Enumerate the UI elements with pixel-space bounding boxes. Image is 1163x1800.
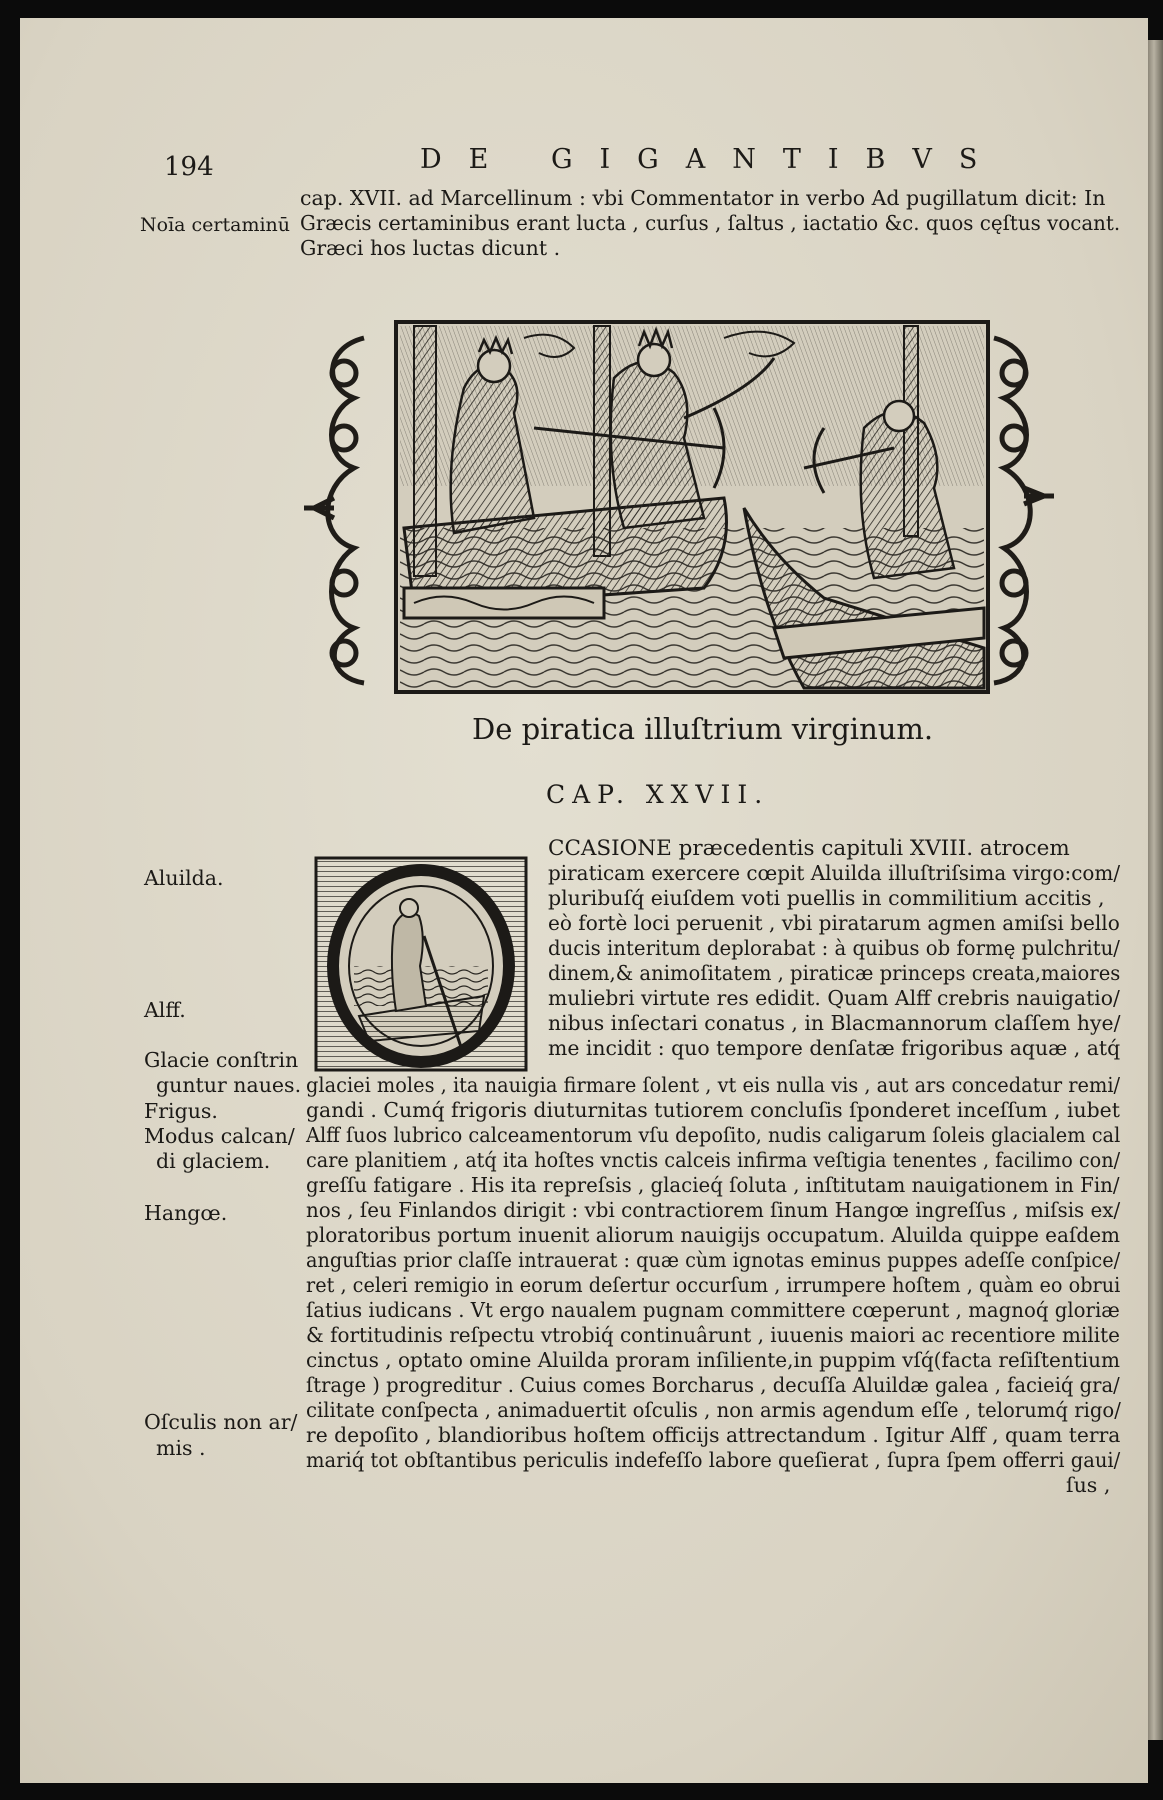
margin-note-osculis-2: mis . [156, 1436, 206, 1460]
body-line-12: Alff ſuos lubrico calceamentorum vſu depoſito, nudis caligarum ſoleis glacialem cal [306, 1123, 1121, 1147]
body-line-13: care planitiem , atq́ ita hoſtes vnctis calceis infirma veſtigia tenentes , facilimo con/ [306, 1148, 1121, 1172]
chapter-heading: CAP. XXVII. [546, 780, 770, 809]
top-line-1: cap. XVII. ad Marcellinum : vbi Commentator in verbo Ad pugillatum dicit: In [300, 186, 1106, 210]
body-line-20: & fortitudinis reſpectu vtrobiq́ continuârunt , iuuenis maiori ac recentiore milite [306, 1323, 1120, 1347]
body-line-8: nibus inſectari conatus , in Blacmannorum claſſem hye/ [548, 1011, 1121, 1035]
left-scroll-ornament [304, 338, 364, 683]
body-line-24: re depoſito , blandioribus hoſtem officijs attrectandum . Igitur Alff , quam terra [306, 1423, 1121, 1447]
body-line-4: eò fortè loci peruenit , vbi piratarum agmen amiſsi bello [548, 911, 1120, 935]
right-scroll-ornament [994, 338, 1054, 683]
body-line-14: greſſu fatigare . His ita repreſsis , glacieq́ ſoluta , inſtitutam nauigationem in Fin/ [306, 1173, 1120, 1197]
running-head: DE GIGANTIBVS [420, 144, 1005, 175]
margin-note-modus-1: Modus calcan/ [144, 1124, 295, 1148]
body-line-11: gandi . Cumq́ frigoris diuturnitas tutiorem concluſis ſponderet inceſſum , iubet [306, 1098, 1120, 1122]
margin-note-top: Noīa certaminū [140, 214, 291, 236]
body-line-9: me incidit : quo tempore denſatæ frigoribus aquæ , atq́ [548, 1036, 1121, 1060]
body-line-16: ploratoribus portum inuenit aliorum nauigijs occupatum. Aluilda quippe eaſdem [306, 1223, 1121, 1247]
body-line-15: nos , ſeu Finlandos dirigit : vbi contractiorem ſinum Hangœ ingreſſus , miſsis ex/ [306, 1198, 1121, 1222]
margin-note-glacie-1: Glacie conſtrin [144, 1048, 299, 1072]
decorated-initial-o-icon [314, 856, 528, 1072]
illustration-caption: De piratica illuſtrium virginum. [472, 712, 934, 746]
body-line-22: ſtrage ) progreditur . Cuius comes Borcharus , decuſſa Aluildæ galea , facieiq́ gra/ [306, 1373, 1120, 1397]
page-number: 194 [164, 152, 214, 182]
top-line-2: Græcis certaminibus erant lucta , curſus , ſaltus , iactatio &c. quos cęſtus vocant. [300, 211, 1121, 235]
margin-note-frigus: Frigus. [144, 1099, 218, 1123]
margin-note-glacie-2: guntur naues. [156, 1073, 302, 1097]
body-line-5: ducis interitum deplorabat : à quibus ob formę pulchritu/ [548, 936, 1120, 960]
margin-note-osculis-1: Oſculis non ar/ [144, 1410, 298, 1434]
body-line-6: dinem,& animoſitatem , piraticæ princeps creata,maiores [548, 961, 1121, 985]
body-line-1: CCASIONE præcedentis capituli XVIII. atrocem [548, 836, 1070, 861]
top-line-3: Græci hos luctas dicunt . [300, 236, 561, 260]
margin-note-modus-2: di glaciem. [156, 1149, 271, 1173]
body-line-23: cilitate conſpecta , animaduertit oſculis , non armis agendum eſſe , telorumq́ rigo/ [306, 1398, 1121, 1422]
body-line-18: ret , celeri remigio in eorum deſertur occurſum , irrumpere hoſtem , quàm eo obrui [306, 1273, 1121, 1297]
body-line-2: piraticam exercere cœpit Aluilda illuſtriſsima virgo:com/ [548, 861, 1121, 885]
naval-battle-woodcut-icon [304, 318, 1054, 698]
body-line-7: muliebri virtute res edidit. Quam Alff crebris nauigatio/ [548, 986, 1120, 1010]
margin-note-aluilda: Aluilda. [144, 866, 224, 890]
body-line-25: mariq́ tot obſtantibus periculis indefeſſo labore queſierat , ſupra ſpem offerri gaui/ [306, 1448, 1121, 1472]
body-line-26: ſus , [1066, 1473, 1111, 1497]
margin-note-alff: Alff. [144, 998, 186, 1022]
margin-note-hangoe: Hangœ. [144, 1201, 228, 1225]
body-line-10: glaciei moles , ita nauigia firmare ſolent , vt eis nulla vis , aut ars concedatur remi/ [306, 1073, 1121, 1097]
body-line-3: pluribuſq́ eiuſdem voti puellis in commilitium accitis , [548, 886, 1105, 910]
body-line-17: anguſtias prior claſſe intrauerat : quæ cùm ignotas eminus puppes adeſſe conſpice/ [306, 1248, 1121, 1272]
body-line-19: ſatius iudicans . Vt ergo naualem pugnam committere cœperunt , magnoq́ gloriæ [306, 1298, 1120, 1322]
body-line-21: cinctus , optato omine Aluilda proram inſiliente,in puppim vſq́(facta reſiſtentium [306, 1348, 1121, 1372]
